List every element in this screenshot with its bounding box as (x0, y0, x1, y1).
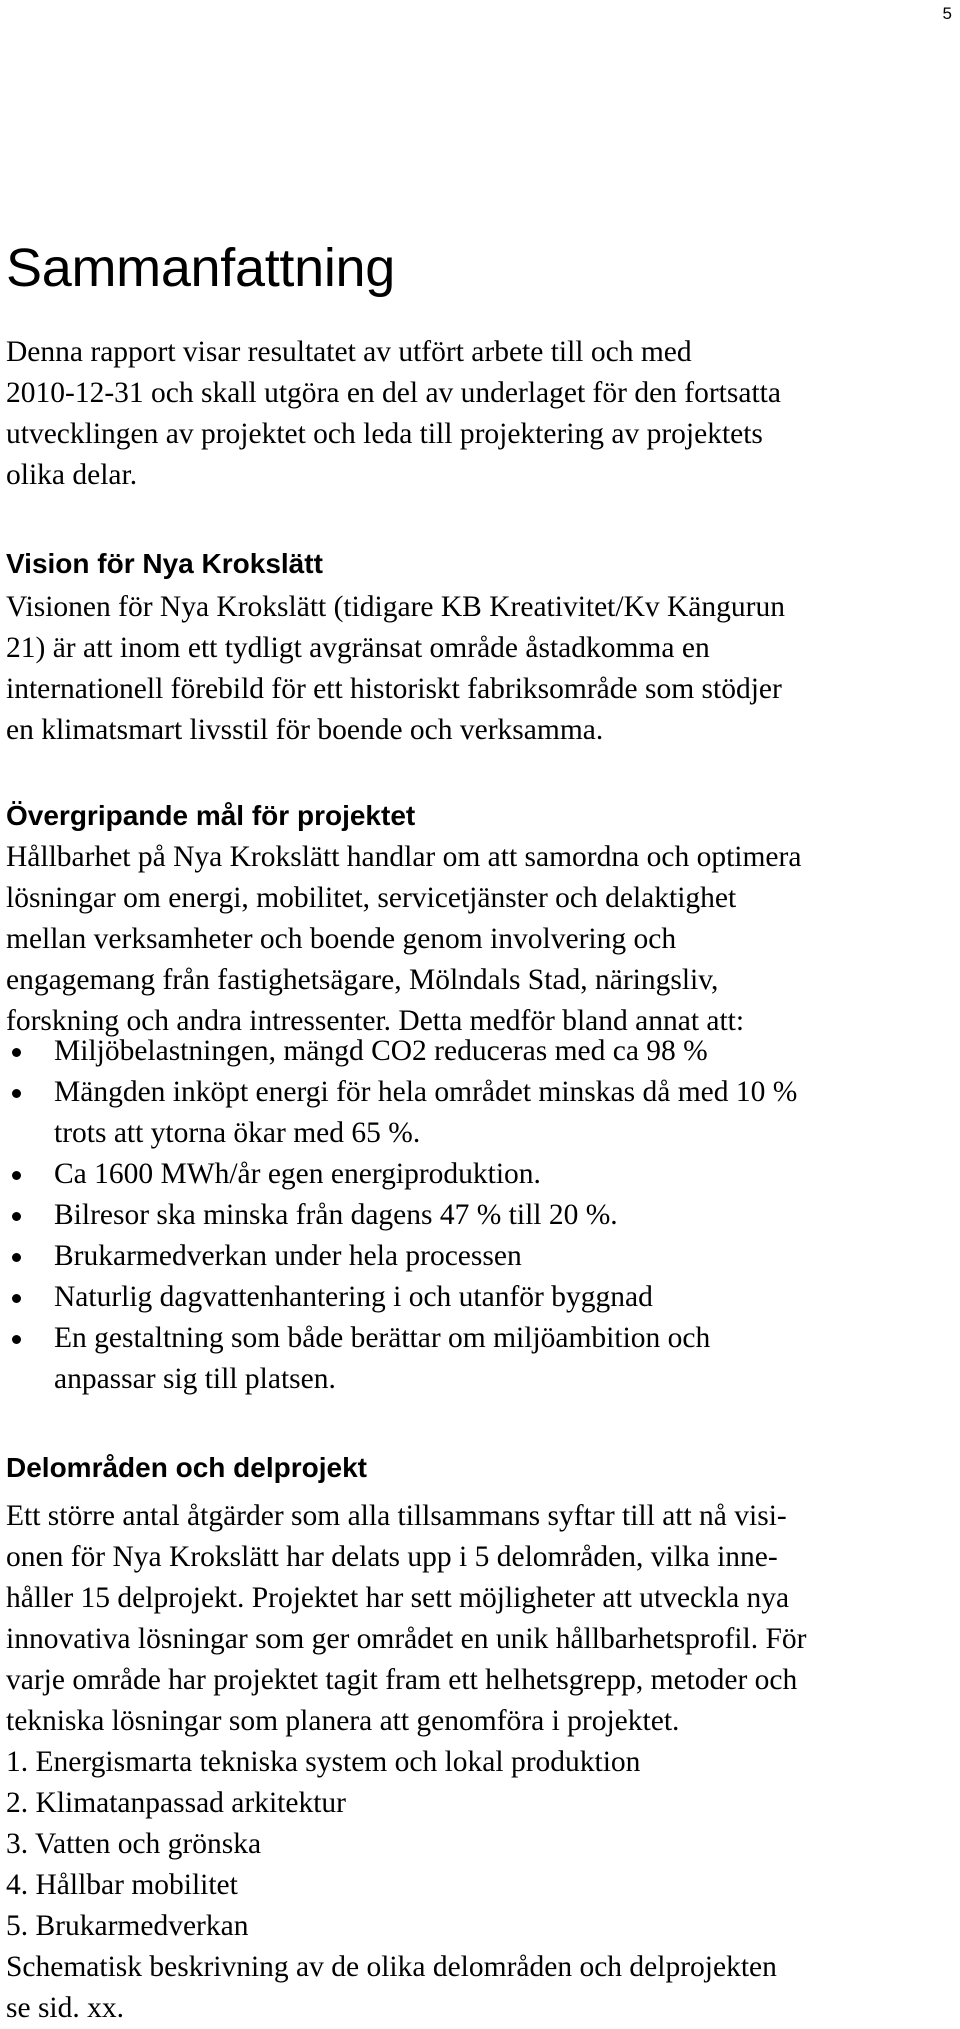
closing-line: se sid. xx. (6, 1992, 124, 2024)
bullet-icon (12, 1294, 21, 1303)
goals-line: forskning och andra intressenter. Detta medför bland annat att: (6, 1005, 745, 1037)
list-item (6, 1031, 797, 1072)
goals-line: engagemang från fastighetsägare, Mölndals Stad, näringsliv, (6, 964, 719, 996)
list-item-text: anpassar sig till platsen. (54, 1363, 336, 1395)
list-item-text: Ca 1600 MWh/år egen energiproduktion. (54, 1158, 541, 1190)
subareas-heading: Delområden och delprojekt (6, 1452, 367, 1483)
bullet-icon (12, 1212, 21, 1221)
page-number: 5 (942, 4, 952, 23)
goals-line: lösningar om energi, mobilitet, servicetjänster och delaktighet (6, 882, 737, 914)
list-item-text: En gestaltning som både berättar om miljöambition och (54, 1322, 711, 1354)
list-item-text: Bilresor ska minska från dagens 47 % till 20 %. (54, 1199, 618, 1231)
list-item-text: trots att ytorna ökar med 65 %. (54, 1117, 421, 1149)
list-item: 5. Brukarmedverkan (6, 1910, 249, 1942)
subareas-line: håller 15 delprojekt. Projektet har sett möjligheter att utveckla nya (6, 1582, 790, 1614)
list-item-text: Brukarmedverkan under hela processen (54, 1240, 522, 1272)
subareas-paragraph (6, 1496, 951, 1742)
bullet-icon (12, 1335, 21, 1344)
list-item-text: Miljöbelastningen, mängd CO2 reduceras med ca 98 % (54, 1035, 708, 1067)
list-item: 3. Vatten och grönska (6, 1828, 262, 1860)
list-item-text: Mängden inköpt energi för hela området minskas då med 10 % (54, 1076, 798, 1108)
list-item (6, 1236, 797, 1277)
subareas-line: onen för Nya Krokslätt har delats upp i 5 delområden, vilka inne- (6, 1541, 778, 1573)
list-item (6, 1195, 797, 1236)
bullet-icon (12, 1089, 21, 1098)
list-item (6, 1277, 797, 1318)
vision-line: 21) är att inom ett tydligt avgränsat område åstadkomma en (6, 632, 710, 664)
vision-line: internationell förebild för ett historiskt fabriksområde som stödjer (6, 673, 782, 705)
list-item: 1. Energismarta tekniska system och lokal produktion (6, 1746, 641, 1778)
closing-paragraph (6, 1947, 951, 2029)
goals-bullet-list (6, 1031, 797, 1400)
list-item (6, 1072, 797, 1154)
goals-heading: Övergripande mål för projektet (6, 800, 416, 831)
vision-line: Visionen för Nya Krokslätt (tidigare KB Kreativitet/Kv Kängurun (6, 591, 785, 623)
subareas-line: Ett större antal åtgärder som alla tillsammans syftar till att nå visi- (6, 1500, 787, 1532)
page-title: Sammanfattning (6, 238, 396, 298)
intro-line: Denna rapport visar resultatet av utfört arbete till och med (6, 336, 692, 368)
intro-line: 2010-12-31 och skall utgöra en del av underlaget för den fortsatta (6, 377, 781, 409)
subareas-line: innovativa lösningar som ger området en unik hållbarhetsprofil. För (6, 1623, 807, 1655)
intro-line: utvecklingen av projektet och leda till projektering av projektets (6, 418, 763, 450)
intro-line: olika delar. (6, 459, 138, 491)
list-item (6, 1154, 797, 1195)
vision-line: en klimatsmart livsstil för boende och verksamma. (6, 714, 604, 746)
intro-paragraph (6, 332, 951, 496)
vision-paragraph (6, 587, 951, 751)
subareas-line: tekniska lösningar som planera att genomföra i projektet. (6, 1705, 680, 1737)
closing-line: Schematisk beskrivning av de olika delområden och delprojekten (6, 1951, 777, 1983)
goals-line: Hållbarhet på Nya Krokslätt handlar om att samordna och optimera (6, 841, 802, 873)
list-item: 2. Klimatanpassad arkitektur (6, 1787, 346, 1819)
list-item: 4. Hållbar mobilitet (6, 1869, 238, 1901)
goals-line: mellan verksamheter och boende genom involvering och (6, 923, 677, 955)
subareas-line: varje område har projektet tagit fram ett helhetsgrepp, metoder och (6, 1664, 798, 1696)
list-item (6, 1318, 797, 1400)
bullet-icon (12, 1171, 21, 1180)
bullet-icon (12, 1048, 21, 1057)
vision-heading: Vision för Nya Krokslätt (6, 548, 323, 579)
subareas-numbered-list (6, 1742, 640, 1947)
list-item-text: Naturlig dagvattenhantering i och utanför byggnad (54, 1281, 653, 1313)
goals-paragraph (6, 837, 951, 1042)
bullet-icon (12, 1253, 21, 1262)
